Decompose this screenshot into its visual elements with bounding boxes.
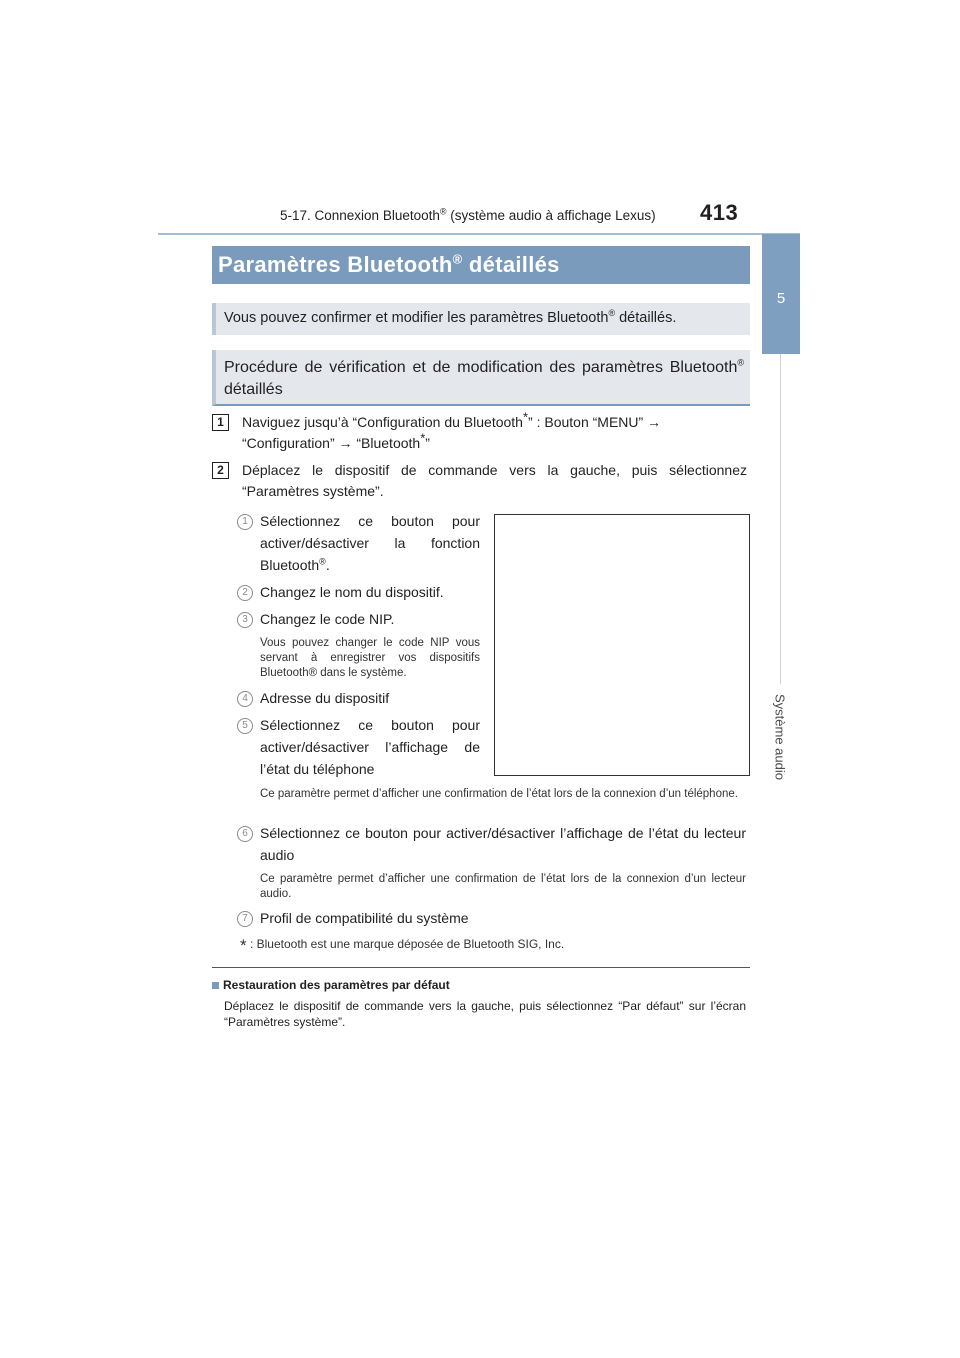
footnote bbox=[240, 933, 564, 953]
page-title-reg: ® bbox=[452, 251, 463, 267]
item-4-text: Adresse du dispositif bbox=[260, 690, 390, 706]
chapter-label bbox=[758, 682, 802, 792]
step-1-line2-end: ” bbox=[425, 435, 430, 451]
item-number-6: 6 bbox=[237, 826, 253, 842]
item-number-7: 7 bbox=[237, 911, 253, 927]
footnote-star: * bbox=[240, 936, 247, 955]
step-1-text bbox=[242, 409, 752, 454]
item-number-5: 5 bbox=[237, 718, 253, 734]
item-number-2: 2 bbox=[237, 585, 253, 601]
page-title-suffix: détaillés bbox=[462, 252, 560, 277]
running-header bbox=[280, 208, 690, 223]
procedure-heading bbox=[224, 357, 744, 401]
intro-main: Vous pouvez confirmer et modifier les paramètres Bluetooth bbox=[224, 310, 609, 326]
item-1-main: Sélectionnez ce bouton pour activer/désactiver la fonction Bluetooth bbox=[260, 513, 480, 573]
procedure-heading-main: Procédure de vérification et de modification des paramètres Bluetooth bbox=[224, 359, 738, 376]
item-1-text bbox=[260, 510, 480, 576]
bullet-square-icon bbox=[212, 982, 219, 989]
item-6-note: Ce paramètre permet d’afficher une confirmation de l’état lors de la connexion d’un lecteur audio. bbox=[260, 873, 746, 900]
item-number-3: 3 bbox=[237, 612, 253, 628]
section-divider bbox=[212, 967, 750, 968]
procedure-heading-band bbox=[212, 350, 750, 406]
step-1-line2: “Configuration” → “Bluetooth bbox=[242, 435, 421, 451]
step-1-line1-end: ” : Bouton “MENU” → bbox=[528, 414, 662, 430]
screen-illustration bbox=[494, 514, 750, 776]
item-3-text: Changez le code NIP. bbox=[260, 611, 395, 627]
procedure-heading-suffix: détaillés bbox=[224, 381, 283, 398]
step-number-1: 1 bbox=[212, 414, 229, 431]
item-number-1: 1 bbox=[237, 514, 253, 530]
page-title-text: Paramètres Bluetooth bbox=[218, 252, 453, 277]
restore-heading-text: Restauration des paramètres par défaut bbox=[223, 978, 450, 992]
intro-suffix: détaillés. bbox=[615, 310, 677, 326]
item-6-text: Sélectionnez ce bouton pour activer/désactiver l’affichage de l’état du lecteur audio bbox=[260, 825, 746, 863]
restore-body: Déplacez le dispositif de commande vers la gauche, puis sélectionnez “Par défaut” sur l’écran “Paramètres système”. bbox=[224, 999, 746, 1029]
header-reg: ® bbox=[439, 206, 447, 217]
item-3-note: Vous pouvez changer le code NIP vous servant à enregistrer vos dispositifs Bluetooth® dans le système. bbox=[260, 637, 480, 679]
step-2-text: Déplacez le dispositif de commande vers la gauche, puis sélectionnez “Paramètres système”. bbox=[242, 462, 747, 499]
footnote-text: : Bluetooth est une marque déposée de Bluetooth SIG, Inc. bbox=[249, 937, 565, 951]
restore-heading bbox=[212, 978, 450, 992]
step-number-2: 2 bbox=[212, 462, 229, 479]
item-1-end: . bbox=[325, 557, 330, 573]
header-rule bbox=[158, 233, 800, 235]
step-1-star: * bbox=[522, 409, 529, 425]
intro-text bbox=[224, 310, 676, 326]
header-section-suffix: (système audio à affichage Lexus) bbox=[446, 208, 656, 223]
item-7-text: Profil de compatibilité du système bbox=[260, 910, 469, 926]
page-title-band bbox=[212, 246, 750, 284]
step-1-star-2: * bbox=[420, 430, 426, 446]
step-1-line1: Naviguez jusqu’à “Configuration du Bluetooth bbox=[242, 414, 523, 430]
item-1-reg: ® bbox=[319, 556, 326, 567]
chapter-number: 5 bbox=[776, 290, 786, 307]
intro-band bbox=[212, 303, 750, 335]
intro-reg: ® bbox=[608, 308, 616, 319]
page-title bbox=[218, 252, 560, 278]
page-number: 413 bbox=[700, 200, 739, 225]
procedure-heading-reg: ® bbox=[737, 357, 744, 368]
chapter-tab-line bbox=[780, 354, 781, 684]
item-5-text: Sélectionnez ce bouton pour activer/désactiver l’affichage de l’état du téléphone bbox=[260, 717, 480, 777]
item-number-4: 4 bbox=[237, 691, 253, 707]
item-5-note: Ce paramètre permet d’afficher une confirmation de l’état lors de la connexion d’un téléphone. bbox=[260, 788, 738, 800]
chapter-label-text: Système audio bbox=[772, 694, 788, 780]
header-section: 5-17. Connexion Bluetooth bbox=[280, 208, 440, 223]
item-2-text: Changez le nom du dispositif. bbox=[260, 584, 444, 600]
